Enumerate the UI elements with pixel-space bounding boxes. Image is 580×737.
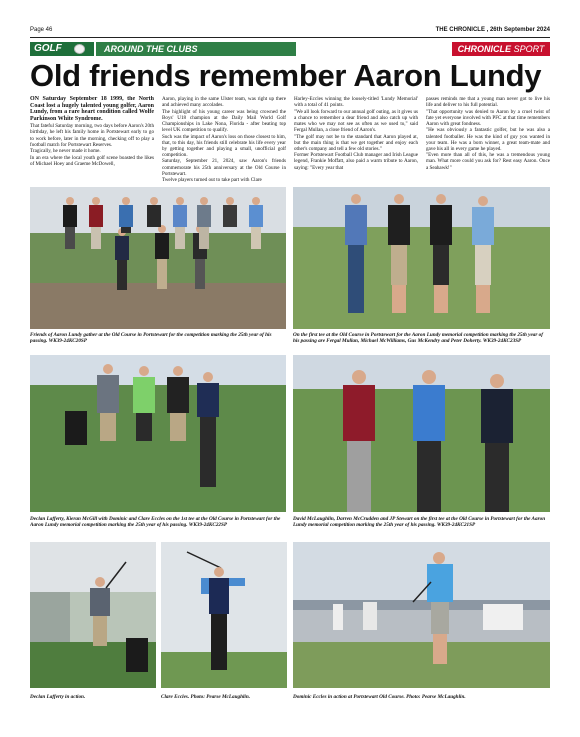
article-paragraph: Harley-Eccles winning the loosely-titled 'Lundy Memorial' with a total of 41 points. [294,96,418,109]
article-lead: ON Saturday September 18 1999, the North Coast lost a hugely talented young golfer, Aaron Lundy, from a rare heart condition called Wolfe Parkinson White Syndrome. [30,96,154,123]
article-paragraph: The highlight of his young career was being crowned the Boys' U18 champion at the Daily Mail World Golf Championships in Lake Nona, Florida - after beating top level UK competition to qualify. [162,108,286,133]
photo-caption: Declan Lafferty in action. [30,694,86,700]
article-paragraph: Twelve players turned out to take part with Clare [162,177,262,184]
chronicle-sport-logo [452,42,550,56]
article-paragraph: "We all look forward to our annual golf outing, as it gives us a chance to remember a dear friend and also catch up with mates who we may not see as often as we used to," said Fergal Mullan, a close friend of Aaron's. [294,108,418,133]
article-body [30,96,550,184]
first-tee-figures [293,187,550,329]
group-figures [30,187,286,329]
header-rule [30,37,550,38]
golf-ball-icon [74,44,85,54]
article-paragraph: Aaron, playing in the same Ulster team, was right up there and achieved many accolades. [162,96,286,109]
declan-figure [30,542,156,688]
photo-caption: Declan Lafferty, Kieran McGill with Dominic and Clare Eccles on the 1st tee at the Old Course in Portstewart for the Aaron Lundy memorial competition marking the 25th year of his passing. WK39-24KC22SP [30,516,281,529]
running-header [30,27,550,37]
article-paragraph: That fateful Saturday morning, two days before Aaron's 20th birthday, he left his family home in Portstewart early to go to work before, later in the morning, checking off to play a football match for Portstewart Reserves. [30,123,154,148]
article-column-4 [426,96,550,184]
golf-label: GOLF [34,43,62,54]
photo-caption: Dominic Eccles in action at Portstewart Old Course. Photo: Pearse McLaughlin. [293,694,466,700]
photo-caption: On the first tee at the Old Course in Portstewart for the Aaron Lundy memorial competition marking the 25th year of his passing are Fergal Mullan, Michael McWilliams, Gus McKendry and Peter Doherty. WK39-24KC23SP [293,332,543,345]
article-paragraph: "That opportunity was denied to Aaron by a cruel twist of fate yet everyone involved with PFC at that time remembers Aaron with great fondness. [426,108,550,127]
article-column-1 [30,96,154,184]
running-head: THE CHRONICLE , 26th September 2024 [435,27,550,33]
article-paragraph: Such was the impact of Aaron's loss on those closest to him, that, to this day, his friends still celebrate his life every year by getting together and playing a small, unofficial golf competition. [162,133,286,158]
declan-lafferty-photo [30,542,156,688]
around-the-clubs-tag: AROUND THE CLUBS [96,42,296,56]
article-paragraph: Tragically, he never made it home. [30,148,101,155]
article-paragraph: Former Portstewart Football Club manager and Irish League legend, Frankie Moffatt, also paid a warm tribute to Aaron, saying: "Every year that [294,152,418,171]
article-paragraph: passes reminds me that a young man never got to live his life and deliver to his full potential. [426,96,550,109]
photo-caption: Friends of Aaron Lundy gather at the Old Course in Portstewart for the competition marking the 25th year of his passing. WK39-24KC20SP [30,332,272,345]
article-paragraph: "He was obviously a fantastic golfer, but he was also a talented footballer. He was the kind of guy you wanted in your team. He was a born winner, a great team-mate and gave his all in every game he played. [426,127,550,152]
photo-caption: Clare Eccles. Photo: Pearse McLaughlin. [161,694,251,700]
section-bar [30,42,550,56]
dominic-figure [293,542,550,688]
page-number: Page 46 [30,27,53,33]
photo-caption: David McLaughlin, Darren McCrudden and JP Stewart on the first tee at the Old Course in Portstewart for the Aaron Lundy memorial competition marking the 25th year of his passing. WK39-24KC21SP [293,516,546,529]
clare-eccles-photo [161,542,287,688]
group-photo [30,187,286,329]
article-paragraph: In an era where the local youth golf scene boasted the likes of Michael Hoey and Graeme McDowell, [30,154,154,167]
article-paragraph: "The golf may not be to the standard that Aaron played at, but the main thing is that we get together and enjoy each other's company and tell a few old stories." [294,133,418,152]
brand-main: CHRONICLE [457,44,512,54]
three-golfers-figures [293,355,550,512]
article-paragraph: Saturday, September 21, 2024, saw Aaron's friends commemorate his 25th anniversary at the Old Course in Portstewart. [162,158,286,177]
article-column-2 [162,96,286,184]
four-golfers-photo [30,355,286,512]
article-paragraph: "Even more than all of this, he was a tremendous young man. What more could you ask for? Rest easy Aaron. Once a Seahawk!" [426,152,550,171]
article-column-3 [294,96,418,184]
four-golfers-figures [30,355,286,512]
brand-sub: SPORT [513,44,545,54]
dominic-eccles-photo [293,542,550,688]
first-tee-photo [293,187,550,329]
three-golfers-photo [293,355,550,512]
page-title: Old friends remember Aaron Lundy [30,58,542,93]
clare-figure [161,542,287,688]
